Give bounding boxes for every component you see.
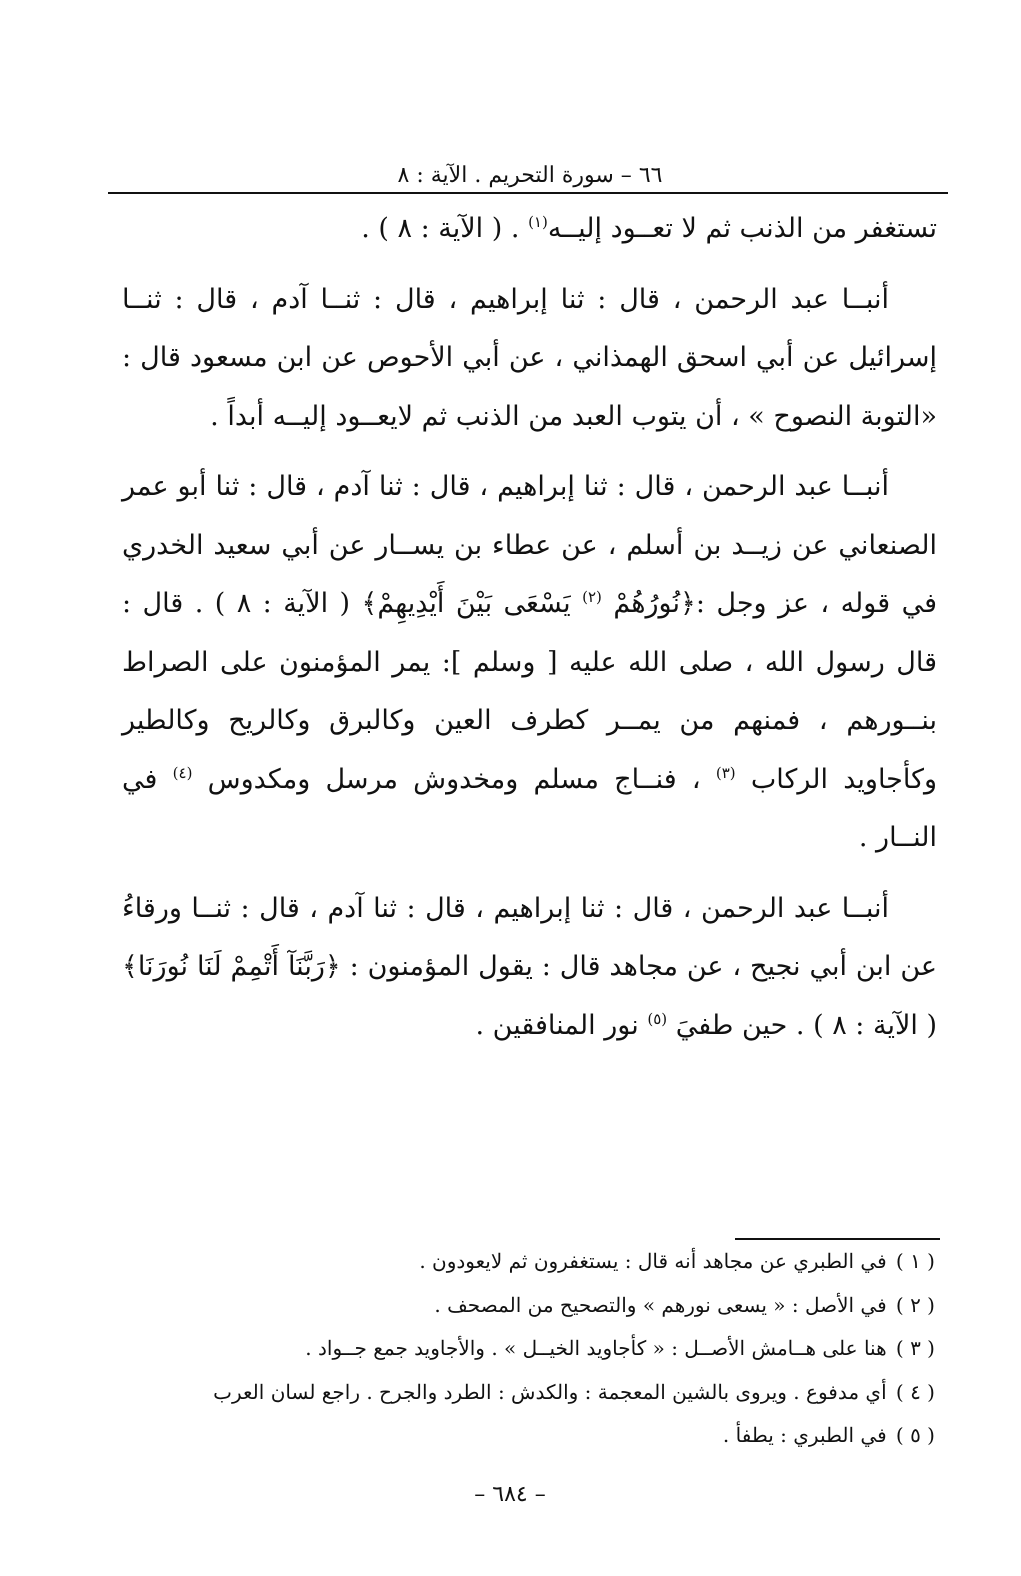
running-header: ٦٦ – سورة التحريم . الآية : ٨	[397, 163, 663, 188]
footnote-marker-4: (٤)	[172, 763, 193, 782]
footnotes-list	[115, 1240, 935, 1458]
page-number: – ٦٨٤ –	[474, 1482, 546, 1507]
paragraph-intro	[122, 200, 937, 259]
footnote-marker-5: (٥)	[647, 1009, 668, 1028]
footnote-marker-1: (١)	[528, 213, 548, 231]
paragraph-2	[122, 458, 937, 868]
paragraph-2-part-c: ، فنــاج مسلم ومخدوش مرسل ومكدوس	[207, 763, 701, 795]
main-text	[122, 200, 937, 1067]
paragraph-2-part-d: في النــار .	[122, 763, 937, 853]
footnote-marker-3: (٣)	[715, 763, 736, 782]
footnote-marker-2: (٢)	[582, 588, 602, 606]
footnote-item	[115, 1327, 935, 1371]
paragraph-2-part-b: يَسْعَى بَيْنَ أَيْدِيهِمْ﴾ ( الآية : ٨ ) . قال : قال رسول الله ، صلى الله عليه [ وسلم ]: يمر المؤمنون على الصراط بنــورهم ، فمنهم من يمــر كطرف العين وكالبرق وكالريح وكالطير وكأجاويد الركاب	[122, 588, 937, 795]
header-rule	[108, 192, 948, 194]
intro-verse-ref: . ( الآية : ٨ ) .	[361, 213, 520, 244]
footnote-item	[115, 1240, 935, 1284]
footnote-number: ( ٢ )	[895, 1292, 935, 1317]
footnote-number: ( ٤ )	[895, 1379, 935, 1404]
paragraph-2-part-a: أنبــا عبد الرحمن ، قال : ثنا إبراهيم ، قال : ثنا آدم ، قال : ثنا أبو عمر الصنعاني عن زيــد بن أسلم ، عن عطاء بن يســار عن أبي سعيد الخدري في قوله ، عز وجل :﴿نُورُهُمْ	[122, 471, 937, 619]
paragraph-3	[122, 880, 937, 1056]
intro-text: تستغفر من الذنب ثم لا تعــود إليــه	[547, 213, 937, 244]
footnote-text: أي مدفوع . ويروى بالشين المعجمة : والكدش : الطرد والجرح . راجع لسان العرب	[213, 1379, 887, 1404]
footnote-number: ( ٥ )	[895, 1423, 935, 1447]
footnote-item	[115, 1414, 935, 1458]
footnote-text: هنا على هــامش الأصــل : « كأجاويد الخيــل » . والأجاويد جمع جــواد .	[305, 1336, 887, 1360]
footnote-text: في الطبري : يطفأ .	[722, 1423, 887, 1447]
footnote-text: في الأصل : « يسعى نورهم » والتصحيح من المصحف .	[434, 1292, 887, 1317]
footnote-text: في الطبري عن مجاهد أنه قال : يستغفرون ثم لايعودون .	[419, 1249, 887, 1273]
paragraph-3-part-a: أنبــا عبد الرحمن ، قال : ثنا إبراهيم ، قال : ثنا آدم ، قال : ثنــا ورقاءُ عن ابن أبي نجيح ، عن مجاهد قال : يقول المؤمنون : ﴿رَبَّنَآ أَتْمِمْ لَنَا نُورَنَا﴾ ( الآية : ٨ ) . حين طفيَ	[122, 892, 937, 1041]
footnote-item	[115, 1371, 935, 1415]
paragraph-1: أنبــا عبد الرحمن ، قال : ثنا إبراهيم ، قال : ثنــا آدم ، قال : ثنــا إسرائيل عن أبي اسحق الهمذاني ، عن أبي الأحوص عن ابن مسعود قال : «التوبة النصوح » ، أن يتوب العبد من الذنب ثم لايعــود إليــه أبداً .	[122, 283, 937, 432]
footnote-number: ( ٣ )	[895, 1336, 935, 1360]
footnote-number: ( ١ )	[895, 1249, 935, 1273]
footnote-item	[115, 1284, 935, 1328]
paragraph-3-part-b: نور المنافقين .	[475, 1009, 639, 1041]
